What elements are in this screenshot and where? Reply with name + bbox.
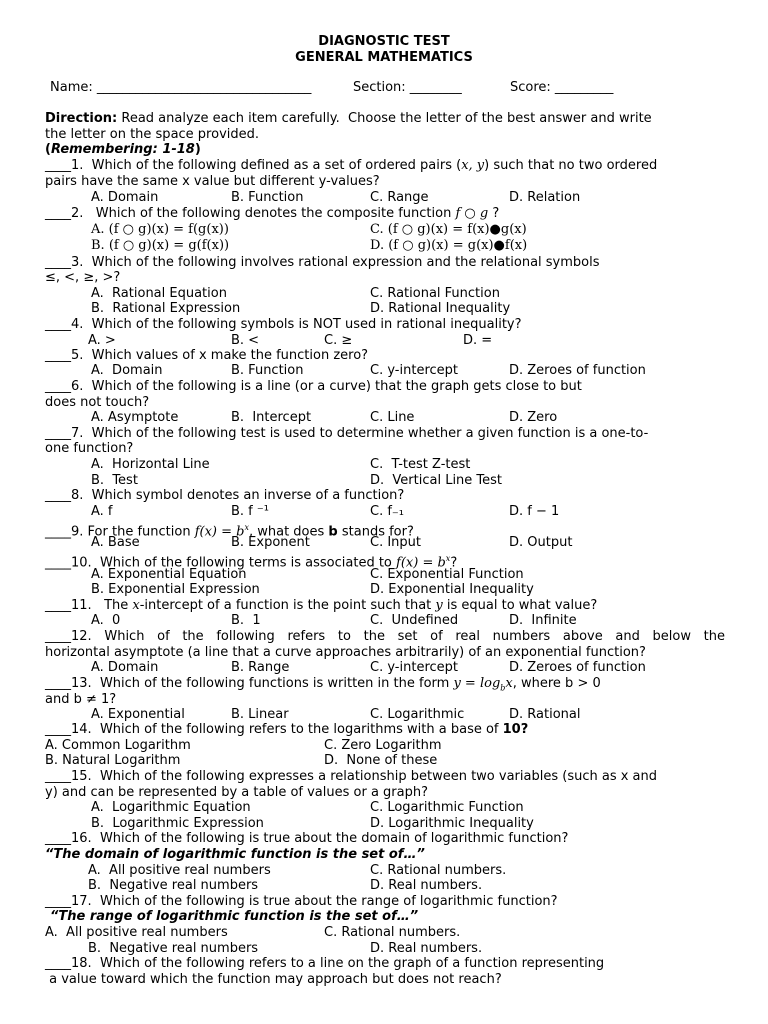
- q7-option-a: A. Horizontal Line: [91, 457, 210, 472]
- q9-option-b: B. Exponent: [231, 535, 310, 550]
- q14-text-a: ____14. Which of the following refers to the logarithms with a base of: [45, 722, 503, 737]
- q10-text-b: ?: [450, 555, 458, 571]
- q16-option-b: B. Negative real numbers: [88, 878, 259, 893]
- question-2: [45, 206, 499, 221]
- question-3: ____3. Which of the following involves rational expression and the relational symbols: [45, 255, 600, 270]
- question-12: ____12. Which of the following refers to the set of real numbers above and below the: [45, 629, 725, 644]
- question-11: [45, 598, 597, 613]
- q13-sub: b: [500, 683, 506, 693]
- direction-label: Direction:: [45, 111, 118, 126]
- q14-option-b: B. Natural Logarithm: [45, 753, 181, 768]
- question-17: ____17. Which of the following is true about the range of logarithmic function?: [45, 894, 558, 909]
- q4-option-d: D. =: [463, 333, 493, 348]
- q6-option-d: D. Zero: [509, 410, 558, 425]
- q2-option-b: B. (f ○ g)(x) = g(f(x)): [91, 238, 230, 253]
- q13-option-c: C. Logarithmic: [370, 707, 465, 722]
- q10-option-a: A. Exponential Equation: [91, 567, 247, 582]
- question-18-line-2: a value toward which the function may approach but does not reach?: [45, 972, 502, 987]
- q11-option-a: A. 0: [91, 613, 121, 628]
- q10-text-a: ____10. Which of the following terms is associated to: [45, 555, 397, 571]
- direction-line-1: [45, 111, 652, 126]
- q9-text-a: ____9. For the function: [45, 524, 195, 540]
- q11-y: y: [435, 598, 443, 613]
- question-14: [45, 722, 528, 737]
- question-13: [45, 676, 601, 696]
- question-6: ____6. Which of the following is a line (or a curve) that the graph gets close to but: [45, 379, 582, 394]
- q12-option-b: B. Range: [231, 660, 290, 675]
- q14-option-a: A. Common Logarithm: [45, 738, 191, 753]
- q11-text-c: is equal to what value?: [442, 598, 598, 613]
- question-16: ____16. Which of the following is true about the domain of logarithmic function?: [45, 831, 569, 846]
- q17-option-c: C. Rational numbers.: [324, 925, 461, 940]
- q15-option-c: C. Logarithmic Function: [370, 800, 524, 815]
- q10-fx: f(x) = b: [396, 555, 446, 571]
- q11-option-c: C. Undefined: [370, 613, 459, 628]
- q1-option-c: C. Range: [370, 190, 429, 205]
- q9-fx: f(x) = b: [194, 524, 245, 540]
- q9-option-a: A. Base: [91, 535, 140, 550]
- question-5: ____5. Which values of x make the function zero?: [45, 348, 369, 363]
- q5-option-c: C. y-intercept: [370, 363, 458, 378]
- q13-ylog: y = log: [453, 676, 501, 691]
- q11-option-b: B. 1: [231, 613, 261, 628]
- q13-text-b: , where b > 0: [512, 676, 601, 691]
- q16-option-d: D. Real numbers.: [370, 878, 483, 893]
- direction-text-1: Read analyze each item carefully. Choose the letter of the best answer and write: [117, 111, 652, 126]
- question-6-line-2: does not touch?: [45, 395, 150, 410]
- q5-option-b: B. Function: [231, 363, 304, 378]
- q16-option-a: A. All positive real numbers: [88, 863, 271, 878]
- q9-text-c: stands for?: [337, 524, 414, 540]
- question-17-quote: “The range of logarithmic function is the set of…”: [50, 909, 419, 924]
- question-13-line-2: and b ≠ 1?: [45, 692, 117, 707]
- q12-option-d: D. Zeroes of function: [509, 660, 646, 675]
- q8-option-a: A. f: [91, 504, 113, 519]
- q6-option-b: B. Intercept: [231, 410, 312, 425]
- q8-option-c: C. f₋₁: [370, 504, 404, 519]
- q17-option-d: D. Real numbers.: [370, 941, 483, 956]
- question-15: ____15. Which of the following expresses a relationship between two variables (such as x and: [45, 769, 658, 784]
- q9-option-c: C. Input: [370, 535, 422, 550]
- q2-fog: f ○ g: [455, 206, 489, 221]
- q12-option-c: C. y-intercept: [370, 660, 458, 675]
- section-open: (: [45, 142, 51, 157]
- q1-option-d: D. Relation: [509, 190, 581, 205]
- q15-option-a: A. Logarithmic Equation: [91, 800, 251, 815]
- q17-option-b: B. Negative real numbers: [88, 941, 259, 956]
- q2-text-b: ?: [488, 206, 500, 221]
- q7-option-b: B. Test: [91, 473, 138, 488]
- q3-option-b: B. Rational Expression: [91, 301, 241, 316]
- section-label: Remembering: 1-18: [50, 142, 195, 157]
- q8-option-b: B. f ⁻¹: [231, 504, 269, 519]
- question-16-quote: “The domain of logarithmic function is the set of…”: [45, 847, 425, 862]
- q1-option-b: B. Function: [231, 190, 304, 205]
- q5-option-a: A. Domain: [91, 363, 163, 378]
- q11-x: x: [132, 598, 140, 613]
- q10-option-c: C. Exponential Function: [370, 567, 524, 582]
- q6-option-c: C. Line: [370, 410, 415, 425]
- question-8: ____8. Which symbol denotes an inverse of a function?: [45, 488, 405, 503]
- q4-option-c: C. ≥: [324, 333, 353, 348]
- q15-option-d: D. Logarithmic Inequality: [370, 816, 534, 831]
- q14-option-d: D. None of these: [324, 753, 438, 768]
- q13-text-a: ____13. Which of the following functions is written in the form: [45, 676, 454, 691]
- q8-option-d: D. f − 1: [509, 504, 560, 519]
- question-3-line-2: ≤, <, ≥, >?: [45, 270, 121, 285]
- test-title: DIAGNOSTIC TEST: [318, 34, 450, 49]
- question-18: ____18. Which of the following refers to a line on the graph of a function representing: [45, 956, 605, 971]
- q7-option-d: D. Vertical Line Test: [370, 473, 503, 488]
- q6-option-a: A. Asymptote: [91, 410, 179, 425]
- q13-option-a: A. Exponential: [91, 707, 185, 722]
- q3-option-d: D. Rational Inequality: [370, 301, 511, 316]
- question-7-line-2: one function?: [45, 441, 134, 456]
- q1-text-a: ____1. Which of the following defined as a set of ordered pairs (: [45, 158, 462, 173]
- q10-option-b: B. Exponential Expression: [91, 582, 260, 597]
- q14-option-c: C. Zero Logarithm: [324, 738, 442, 753]
- q10-sup: x: [445, 554, 451, 563]
- direction-text-2: the letter on the space provided.: [45, 127, 260, 142]
- q13-x: x: [505, 676, 513, 691]
- q3-option-a: A. Rational Equation: [91, 286, 227, 301]
- q1-option-a: A. Domain: [91, 190, 159, 205]
- section-close: ): [194, 142, 201, 157]
- q9-b: b: [328, 524, 338, 540]
- q9-option-d: D. Output: [509, 535, 573, 550]
- q2-option-d: D. (f ○ g)(x) = g(x)●f(x): [370, 238, 528, 253]
- q17-option-a: A. All positive real numbers: [45, 925, 228, 940]
- q11-text-a: ____11. The: [45, 598, 133, 613]
- q2-text-a: ____2. Which of the following denotes the composite function: [45, 206, 456, 221]
- question-1: [45, 158, 657, 173]
- q4-option-b: B. <: [231, 333, 260, 348]
- q2-option-c: C. (f ○ g)(x) = f(x)●g(x): [370, 222, 527, 237]
- q13-option-d: D. Rational: [509, 707, 581, 722]
- question-15-line-2: y) and can be represented by a table of values or a graph?: [45, 785, 429, 800]
- q14-base: 10?: [502, 722, 529, 737]
- q1-xy: x, y: [461, 158, 485, 173]
- q9-text-b: , what does: [248, 524, 329, 540]
- q11-option-d: D. Infinite: [509, 613, 577, 628]
- q10-option-d: D. Exponential Inequality: [370, 582, 534, 597]
- q12-option-a: A. Domain: [91, 660, 159, 675]
- q13-option-b: B. Linear: [231, 707, 289, 722]
- q15-option-b: B. Logarithmic Expression: [91, 816, 264, 831]
- section-field: Section: ________: [353, 80, 462, 95]
- question-12-line-2: horizontal asymptote (a line that a curve approaches arbitrarily) of an exponential function?: [45, 645, 646, 660]
- q11-text-b: -intercept of a function is the point such that: [139, 598, 436, 613]
- q5-option-d: D. Zeroes of function: [509, 363, 646, 378]
- q16-option-c: C. Rational numbers.: [370, 863, 507, 878]
- name-field: Name: _________________________________: [50, 80, 312, 95]
- q4-option-a: A. >: [88, 333, 116, 348]
- question-7: ____7. Which of the following test is used to determine whether a given function is a one-to-: [45, 426, 649, 441]
- question-4: ____4. Which of the following symbols is NOT used in rational inequality?: [45, 317, 522, 332]
- section-heading: [45, 142, 201, 157]
- question-1-line-2: pairs have the same x value but different y-values?: [45, 174, 380, 189]
- q1-text-b: ) such that no two ordered: [484, 158, 658, 173]
- q2-option-a: A. (f ○ g)(x) = f(g(x)): [91, 222, 229, 237]
- q9-sup: x: [244, 523, 249, 532]
- q3-option-c: C. Rational Function: [370, 286, 500, 301]
- q7-option-c: C. T-test Z-test: [370, 457, 471, 472]
- test-subtitle: GENERAL MATHEMATICS: [295, 50, 473, 65]
- score-field: Score: _________: [510, 80, 614, 95]
